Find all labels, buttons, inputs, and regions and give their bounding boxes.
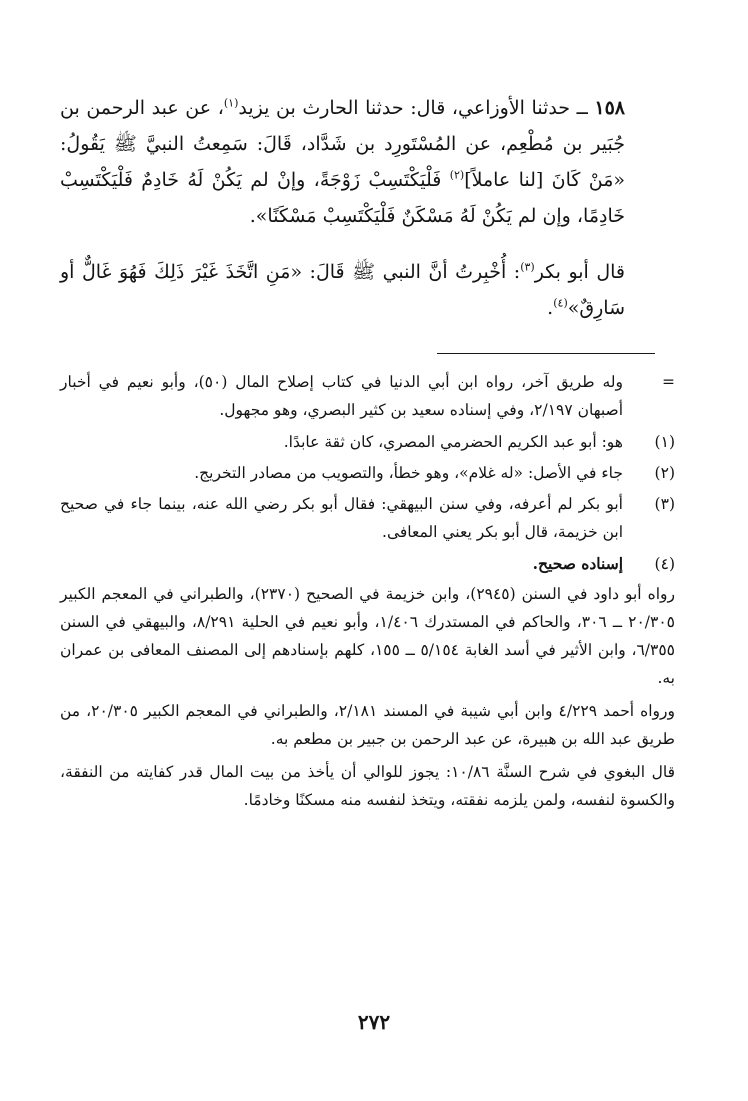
hadith-text-part-1: ــ حدثنا الأوزاعي، قال: حدثنا الحارث بن يزيد	[238, 97, 595, 119]
footnote-ref-3[interactable]: (٣)	[520, 260, 535, 274]
takhrij-paragraph-1: رواه أبو داود في السنن (٢٩٤٥)، وابن خزيمة في الصحيح (٢٣٧٠)، والطبراني في المعجم الكبير ٢٠/٣٠٥ ــ ٣٠٦، والحاكم في المستدرك ١/٤٠٦، وأبو نعيم في الحلية ٨/٢٩١، والبيهقي في السنن ٦/٣٥٥، وابن الأثير في أسد الغابة ٥/١٥٤ ــ ١٥٥، كلهم بإسنادهم إلى المصنف المعافى بن عمران به.	[60, 585, 676, 687]
footnote-3-marker: (٣)	[654, 495, 675, 513]
footnote-4-text: إسناده صحيح.	[532, 554, 623, 573]
baghawi-paragraph: قال البغوي في شرح السنَّة ١٠/٨٦: يجوز للوالي أن يأخذ من بيت المال قدر كفايته من النفقة، والكسوة لنفسه، ولمن يلزمه نفقته، ويتخذ لنفسه منه مسكنًا وخادمًا.	[60, 763, 675, 809]
hadith-number: ١٥٨	[594, 97, 625, 119]
footnote-3-text: أبو بكر لم أعرفه، وفي سنن البيهقي: فقال أبو بكر رضي الله عنه، بينما جاء في صحيح ابن خزيمة، قال أبو بكر يعني المعافى.	[60, 495, 623, 541]
hadith-text-part-2: ، عن عبد الرحمن بن جُبَير بن مُطْعِم، عن المُسْتَورِد بن شَدَّاد، قَالَ: سَمِعتُ النبيَّ ﷺ يَقُولُ: «مَنْ كَانَ [لنا عاملاً]	[60, 97, 625, 191]
continuation-text: وله طريق آخر، رواه ابن أبي الدنيا في كتاب إصلاح المال (٥٠)، وأبو نعيم في أخبار أصبهان ٢/١٩٧، وفي إسناده سعيد بن كثير البصري، وهو مجهول.	[60, 373, 623, 419]
footnote-1-marker: (١)	[654, 433, 675, 451]
abubakr-text-part-3: .	[547, 297, 554, 319]
footnote-ref-4[interactable]: (٤)	[553, 296, 568, 310]
footnote-1	[60, 428, 675, 456]
abubakr-text-part-2: : أُخْبِرتُ أنَّ النبي ﷺ قَالَ: «مَنِ اتَّخَذَ غَيْرَ ذَلِكَ فَهُوَ غَالٌّ أو سَارِقٌ»	[60, 261, 625, 319]
footnote-2-marker: (٢)	[654, 464, 675, 482]
footnote-ref-1[interactable]: (١)	[223, 96, 239, 110]
hadith-text-part-3: فَلْيَكْتَسِبْ زَوْجَةً، وإنْ لم يَكُنْ لَهُ خَادِمٌ فَلْيَكْتَسِبْ خَادِمًا، وإن لم يَكُنْ لَهُ مَسْكَنٌ فَلْيَكْتَسِبْ مَسْكَنًا».	[60, 169, 625, 227]
footnote-continuation	[60, 368, 675, 424]
continuation-marker: =	[662, 373, 675, 391]
footnote-3	[60, 490, 675, 546]
abubakr-text-part-1: قال أبو بكر	[534, 261, 626, 283]
footnotes-section	[60, 368, 675, 814]
footnote-2	[60, 459, 675, 487]
footnote-ref-2[interactable]: (٢)	[449, 168, 465, 182]
abubakr-paragraph	[60, 254, 675, 326]
hadith-paragraph	[60, 90, 675, 254]
footnote-separator	[437, 353, 655, 354]
page-number: ٢٧٢	[357, 1010, 391, 1034]
takhrij-paragraph-2: ورواه أحمد ٤/٢٢٩ وابن أبي شيبة في المسند ٢/١٨١، والطبراني في المعجم الكبير ٢٠/٣٠٥، من طريق عبد الله بن هبيرة، عن عبد الرحمن بن جبير بن مطعم به.	[60, 702, 675, 748]
footnote-1-text: هو: أبو عبد الكريم الحضرمي المصري، كان ثقة عابدًا.	[283, 433, 623, 451]
footnote-4	[60, 550, 675, 578]
footnote-2-text: جاء في الأصل: «له غلام»، وهو خطأ، والتصويب من مصادر التخريج.	[194, 464, 623, 482]
main-text	[60, 90, 675, 326]
footnote-4-marker: (٤)	[654, 555, 675, 573]
